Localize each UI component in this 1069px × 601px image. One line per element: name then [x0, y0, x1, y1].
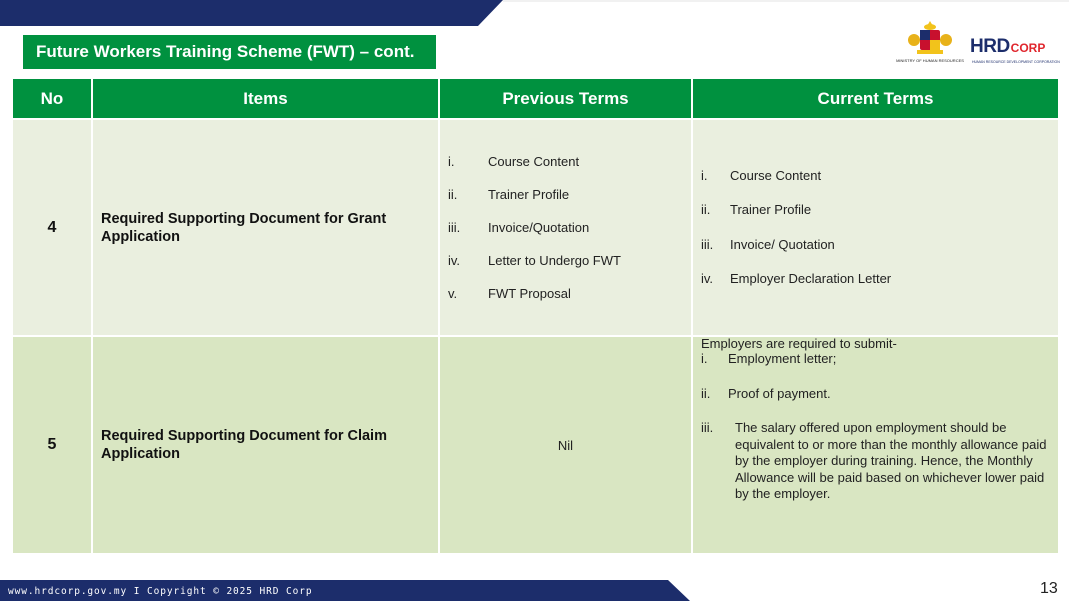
list-item [701, 202, 1050, 219]
list-text: Proof of payment. [728, 385, 831, 401]
list-text: Trainer Profile [730, 202, 812, 217]
list-number: iv. [701, 271, 714, 286]
list-item [701, 168, 1050, 185]
list-item [448, 154, 683, 169]
list-item [448, 187, 683, 202]
corp-logo-text: CORP [1010, 41, 1046, 55]
list-text: Employment letter; [728, 351, 837, 366]
previous-terms-cell: Nil [439, 336, 692, 554]
table-row [12, 336, 1059, 554]
list-number: iii. [701, 236, 714, 252]
list-text: Invoice/ Quotation [730, 236, 835, 252]
list-item [701, 420, 1050, 503]
hrd-corp-logo [970, 36, 1060, 66]
current-terms-cell [692, 336, 1059, 554]
table-header-row [12, 78, 1059, 119]
coat-of-arms-icon [907, 20, 953, 56]
current-terms-list [701, 351, 1050, 503]
current-terms-cell [692, 119, 1059, 336]
ministry-logo [895, 20, 965, 64]
previous-terms-list [448, 154, 683, 301]
list-number: iii. [701, 420, 714, 435]
list-item [448, 253, 683, 268]
row-item: Required Supporting Document for Grant Application [92, 119, 439, 336]
ministry-caption: MINISTRY OF HUMAN RESOURCES [896, 58, 964, 63]
row-item: Required Supporting Document for Claim Application [92, 336, 439, 554]
hrd-logo-text: HRD [970, 36, 1010, 57]
list-number: v. [448, 286, 458, 301]
current-terms-intro: Employers are required to submit- [701, 336, 897, 351]
list-item [448, 220, 683, 235]
header-current-terms: Current Terms [692, 78, 1059, 119]
row-number: 4 [12, 119, 92, 336]
list-number: iv. [448, 253, 461, 268]
terms-table [11, 77, 1060, 555]
list-number: i. [701, 167, 708, 183]
list-text: Employer Declaration Letter [730, 271, 892, 286]
list-number: ii. [701, 385, 711, 401]
footer-copyright: www.hrdcorp.gov.my I Copyright © 2025 HRD Corp [8, 586, 313, 597]
list-text: Letter to Undergo FWT [488, 253, 621, 268]
list-item [701, 351, 1050, 368]
list-item [448, 286, 683, 301]
list-text: Course Content [730, 167, 822, 183]
list-number: i. [701, 351, 708, 366]
list-number: i. [448, 154, 455, 169]
header-no: No [12, 78, 92, 119]
list-text: Course Content [488, 154, 580, 169]
list-number: iii. [448, 220, 461, 235]
slide-title: Future Workers Training Scheme (FWT) – cont. [23, 35, 436, 69]
list-number: ii. [701, 202, 711, 217]
current-terms-list [701, 168, 1050, 288]
list-text: The salary offered upon employment should be equivalent to or more than the monthly allowance paid by the employer during training. Hence, the Monthly Allowance will be paid based on whichever lower paid by the employer. [735, 420, 1047, 501]
list-item [701, 237, 1050, 254]
previous-terms-cell [439, 119, 692, 336]
header-previous-terms: Previous Terms [439, 78, 692, 119]
list-text: FWT Proposal [488, 286, 571, 301]
row-number: 5 [12, 336, 92, 554]
header-items: Items [92, 78, 439, 119]
table-row [12, 119, 1059, 336]
list-number: ii. [448, 187, 458, 202]
page-number: 13 [1040, 580, 1058, 597]
hrd-logo-subtitle: HUMAN RESOURCE DEVELOPMENT CORPORATION [972, 60, 1060, 64]
list-item [701, 271, 1050, 288]
list-item [701, 386, 1050, 403]
list-text: Invoice/Quotation [488, 220, 590, 235]
list-text: Trainer Profile [488, 187, 570, 202]
